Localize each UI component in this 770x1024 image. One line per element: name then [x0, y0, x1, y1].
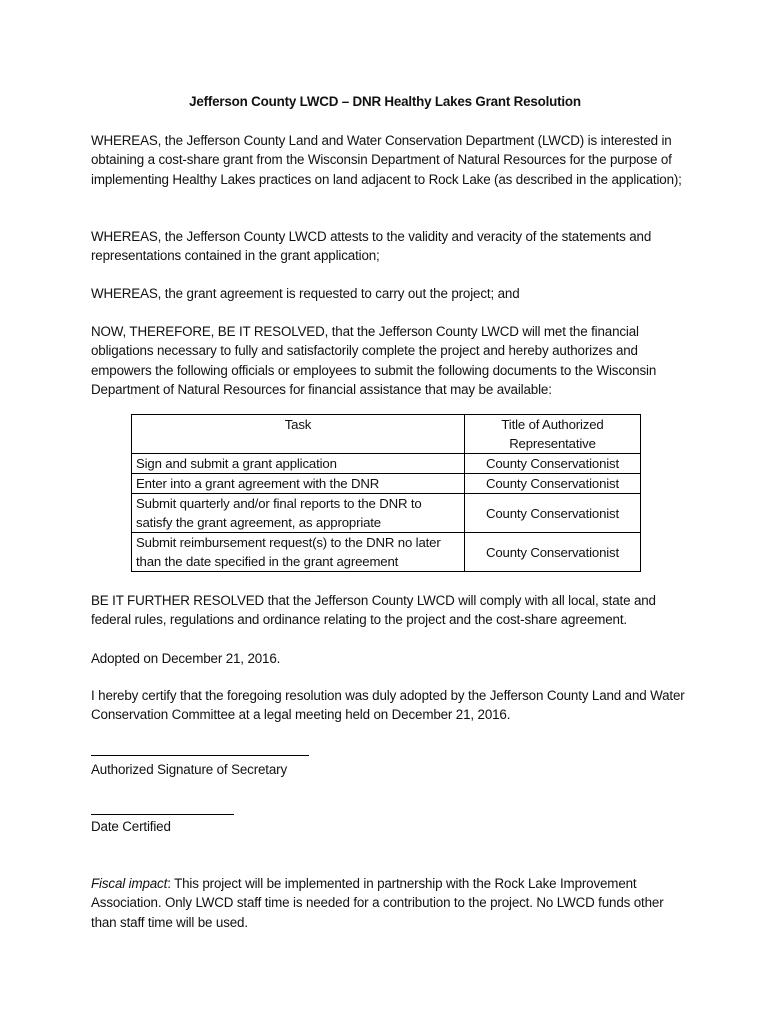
table-row [132, 533, 641, 572]
table-row [132, 494, 641, 533]
table-row [132, 474, 641, 494]
fiscal-impact-label: Fiscal impact [91, 876, 168, 891]
table-header-row [132, 415, 641, 454]
table-cell-task: Submit reimbursement request(s) to the DNR no later than the date specified in the grant agreement [132, 533, 465, 572]
table-cell-representative: County Conservationist [465, 474, 641, 494]
further-resolved-paragraph: BE IT FURTHER RESOLVED that the Jefferson County LWCD will comply with all local, state and federal rules, regulations and ordinance relating to the project and the cost-share agreement. [91, 593, 656, 628]
table-row [132, 454, 641, 474]
fiscal-impact-text: : This project will be implemented in partnership with the Rock Lake Improvement Association. Only LWCD staff time is needed for a contribution to the project. No LWCD funds other than staff time will be used. [91, 876, 664, 930]
table-cell-task: Submit quarterly and/or final reports to the DNR to satisfy the grant agreement, as appropriate [132, 494, 465, 533]
adopted-paragraph: Adopted on December 21, 2016. [91, 651, 281, 666]
whereas-paragraph-3: WHEREAS, the grant agreement is requested to carry out the project; and [91, 286, 520, 301]
table-cell-task: Sign and submit a grant application [132, 454, 465, 474]
certify-paragraph: I hereby certify that the foregoing resolution was duly adopted by the Jefferson County Land and Water Conservation Committee at a legal meeting held on December 21, 2016. [91, 688, 685, 723]
table-cell-representative: County Conservationist [465, 533, 641, 572]
fiscal-impact-paragraph [91, 874, 687, 932]
table-cell-representative: County Conservationist [465, 454, 641, 474]
table-header-task: Task [132, 415, 465, 454]
document-title: Jefferson County LWCD – DNR Healthy Lakes Grant Resolution [189, 94, 581, 109]
resolved-paragraph: NOW, THEREFORE, BE IT RESOLVED, that the Jefferson County LWCD will met the financial obligations necessary to fully and satisfactorily complete the project and hereby authorizes and empowers the following officials or employees to submit the following documents to the Wisconsin Department of Natural Resources for financial assistance that may be available: [91, 324, 657, 397]
table-cell-task: Enter into a grant agreement with the DNR [132, 474, 465, 494]
secretary-signature-line [91, 755, 309, 756]
date-certified-line [91, 814, 234, 815]
whereas-paragraph-1: WHEREAS, the Jefferson County Land and Water Conservation Department (LWCD) is interested in obtaining a cost-share grant from the Wisconsin Department of Natural Resources for the purpose of implementing Healthy Lakes practices on land adjacent to Rock Lake (as described in the application); [91, 133, 682, 187]
authorization-table [131, 414, 641, 572]
whereas-paragraph-2: WHEREAS, the Jefferson County LWCD attests to the validity and veracity of the statements and representations contained in the grant application; [91, 229, 652, 264]
table-cell-representative: County Conservationist [465, 494, 641, 533]
secretary-signature-label: Authorized Signature of Secretary [91, 762, 288, 777]
table-header-representative: Title of Authorized Representative [465, 415, 641, 454]
date-certified-label: Date Certified [91, 819, 171, 834]
